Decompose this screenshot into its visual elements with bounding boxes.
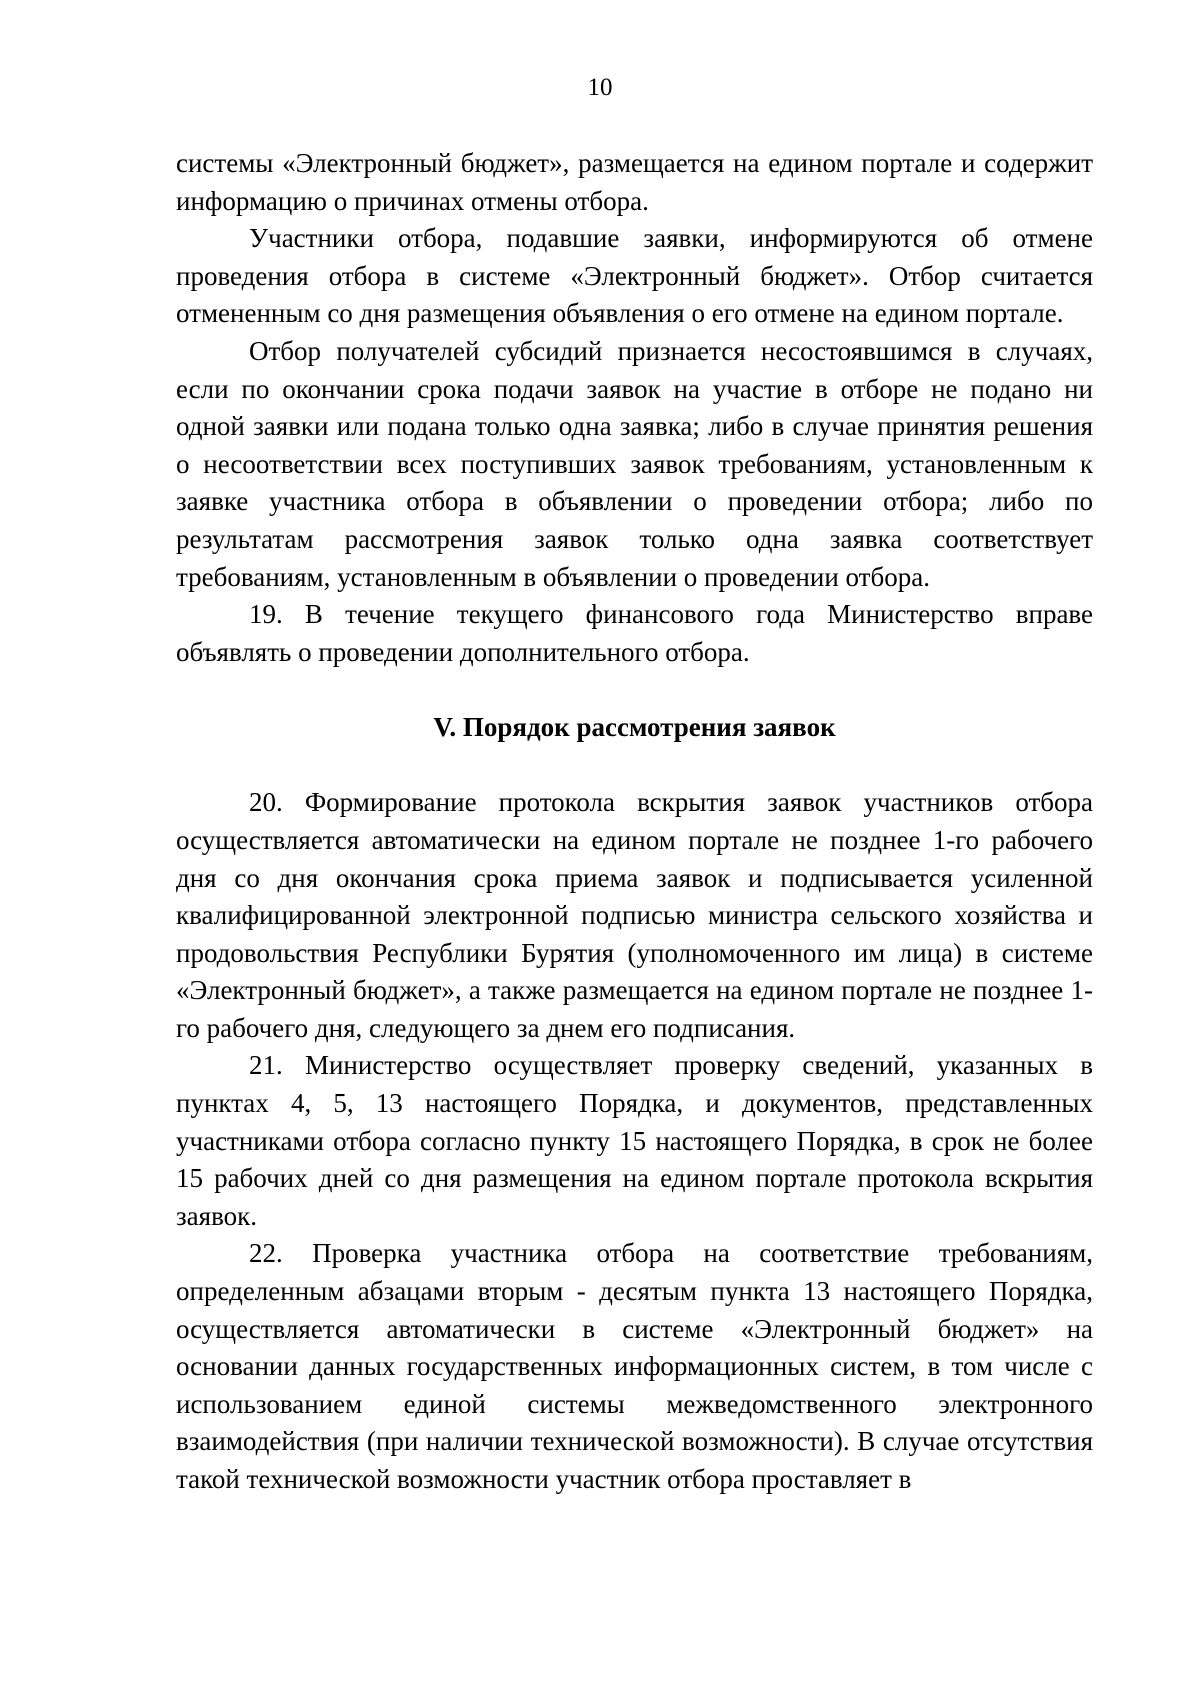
paragraphs-after-heading xyxy=(176,784,1093,1498)
paragraph: системы «Электронный бюджет», размещается на едином портале и содержит информацию о причинах отмены отбора. xyxy=(176,148,1093,216)
paragraphs-before-heading xyxy=(176,145,1093,671)
paragraph: 21. Министерство осуществляет проверку сведений, указанных в пунктах 4, 5, 13 настоящего Порядка, и документов, представленных участниками отбора согласно пункту 15 настоящего Порядка, в срок не более 15 рабочих дней со дня размещения на едином портале протокола вскрытия заявок. xyxy=(176,1050,1093,1231)
paragraph: 20. Формирование протокола вскрытия заявок участников отбора осуществляется автоматически на едином портале не позднее 1-го рабочего дня со дня окончания срока приема заявок и подписывается усиленной квалифицированной электронной подписью министра сельского хозяйства и продовольствия Республики Бурятия (уполномоченного им лица) в системе «Электронный бюджет», а также размещается на едином портале не позднее 1-го рабочего дня, следующего за днем его подписания. xyxy=(176,787,1093,1043)
paragraph: 22. Проверка участника отбора на соответствие требованиям, определенным абзацами вторым - десятым пункта 13 настоящего Порядка, осуществляется автоматически в системе «Электронный бюджет» на основании данных государственных информационных систем, в том числе с использованием единой системы межведомственного электронного взаимодействия (при наличии технической возможности). В случае отсутствия такой технической возможности участник отбора проставляет в xyxy=(176,1238,1093,1494)
paragraph: Участники отбора, подавшие заявки, информируются об отмене проведения отбора в системе «Электронный бюджет». Отбор считается отмененным со дня размещения объявления о его отмене на едином портале. xyxy=(176,223,1093,329)
paragraph: Отбор получателей субсидий признается несостоявшимся в случаях, если по окончании срока подачи заявок на участие в отборе не подано ни одной заявки или подана только одна заявка; либо в случае принятия решения о несоответствии всех поступивших заявок требованиям, установленным к заявке участника отбора в объявлении о проведении отбора; либо по результатам рассмотрения заявок только одна заявка соответствует требованиям, установленным в объявлении о проведении отбора. xyxy=(176,335,1093,592)
page-number: 10 xyxy=(587,74,613,101)
section-heading: V. Порядок рассмотрения заявок xyxy=(433,712,836,743)
paragraph: 19. В течение текущего финансового года Министерство вправе объявлять о проведении дополнительного отбора. xyxy=(176,599,1093,667)
document-body xyxy=(176,145,1093,1499)
